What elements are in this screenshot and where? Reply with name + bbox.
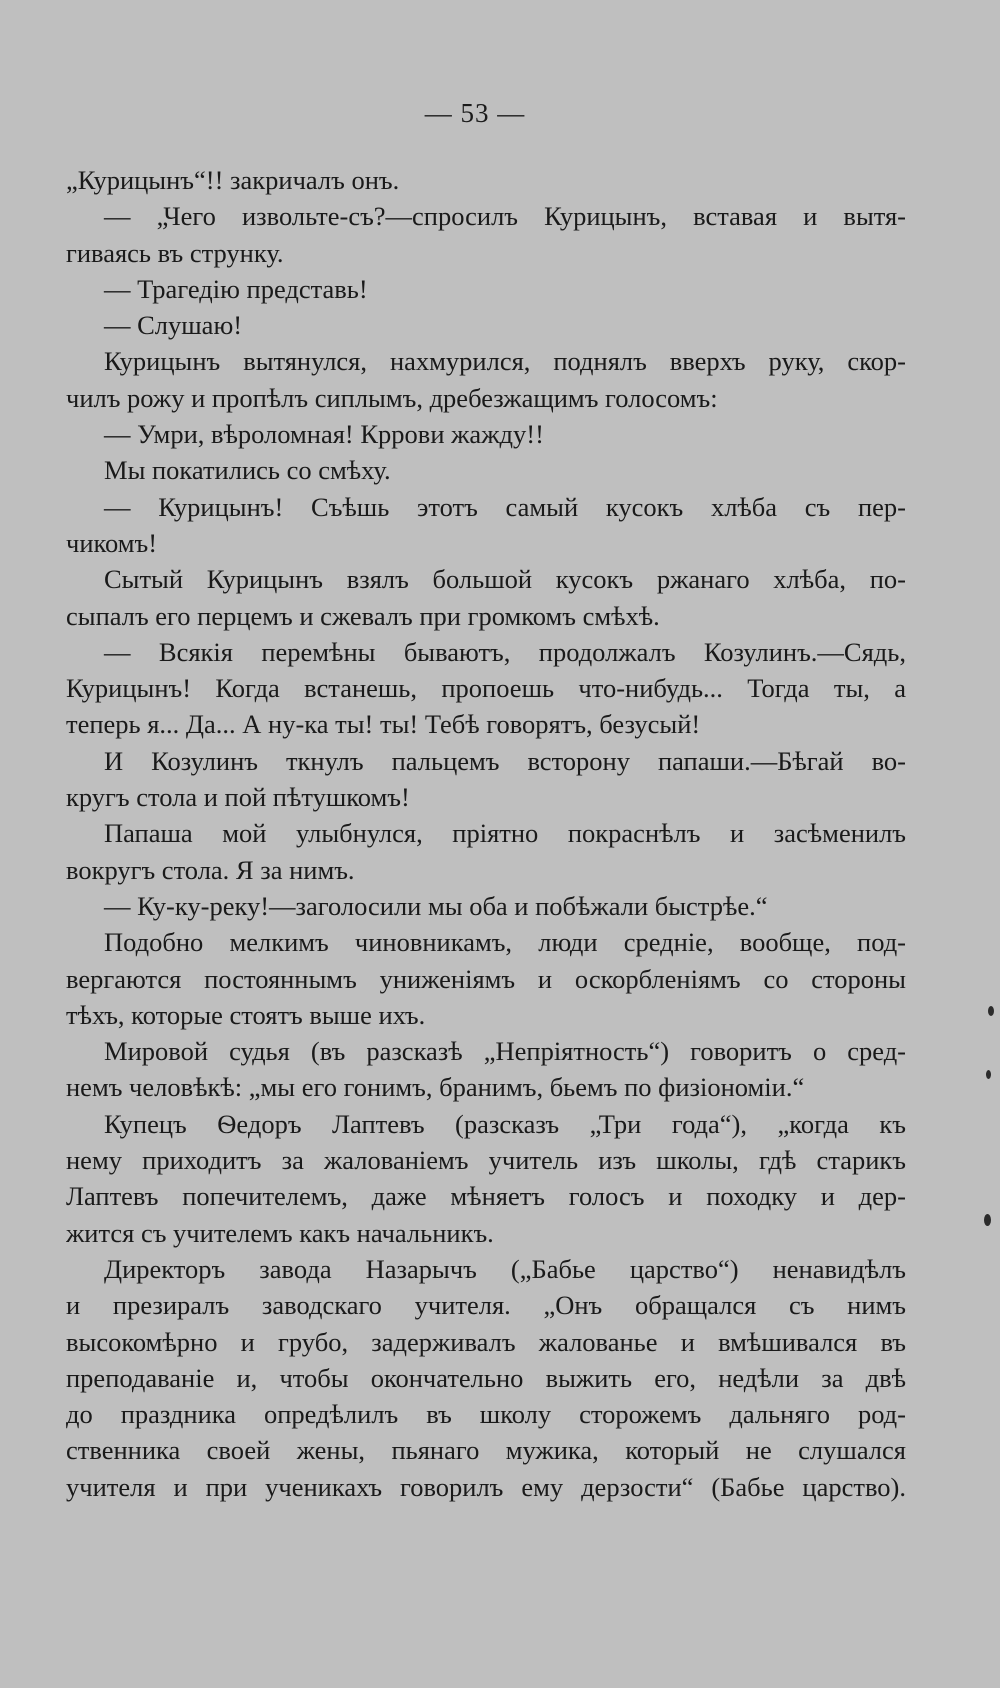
text-line: высокомѣрно и грубо, задерживалъ жалованье и вмѣшивался въ <box>66 1326 906 1357</box>
text-line: чикомъ! <box>66 527 158 558</box>
text-line: чилъ рожу и пропѣлъ сиплымъ, дребезжащимъ голосомъ: <box>66 382 718 413</box>
text-line: Курицынъ вытянулся, нахмурился, поднялъ вверхъ руку, скор- <box>104 346 906 377</box>
text-line: немъ человѣкѣ: „мы его гонимъ, бранимъ, бьемъ по физіономіи.“ <box>66 1072 805 1103</box>
text-line: вокругъ стола. Я за нимъ. <box>66 854 355 885</box>
text-line: до праздника опредѣлилъ въ школу сторожемъ дальняго род- <box>66 1399 906 1430</box>
text-line: нему приходитъ за жалованіемъ учитель изъ школы, гдѣ старикъ <box>66 1145 906 1176</box>
text-line: Сытый Курицынъ взялъ большой кусокъ ржанаго хлѣба, по- <box>104 564 906 595</box>
text-line: теперь я... Да... А ну-ка ты! ты! Тебѣ говорятъ, безусый! <box>66 709 701 740</box>
text-line: кругъ стола и пой пѣтушкомъ! <box>66 782 410 813</box>
text-line: — Умри, вѣроломная! Кррови жажду!! <box>104 419 544 450</box>
text-line: — Трагедію представь! <box>104 273 368 304</box>
text-line: Купецъ Ѳедоръ Лаптевъ (разсказъ „Три года“), „когда къ <box>104 1108 906 1139</box>
text-line: Директоръ завода Назарычъ („Бабье царство“) ненавидѣлъ <box>104 1253 906 1284</box>
text-line: вергаются постояннымъ униженіямъ и оскорбленіямъ со стороны <box>66 963 906 994</box>
text-line: жится съ учителемъ какъ начальникъ. <box>66 1217 494 1248</box>
text-line: Лаптевъ попечителемъ, даже мѣняетъ голосъ и походку и дер- <box>66 1181 906 1212</box>
margin-speck <box>986 1070 991 1079</box>
text-line: учителя и при ученикахъ говорилъ ему дерзости“ (Бабье царство). <box>66 1471 906 1502</box>
text-line: преподаваніе и, чтобы окончательно выжить его, недѣли за двѣ <box>66 1362 906 1393</box>
text-line: Мы покатились со смѣху. <box>104 455 391 486</box>
text-line: „Курицынъ“!! закричалъ онъ. <box>66 165 400 195</box>
text-line: ственника своей жены, пьянаго мужика, который не слушался <box>66 1435 906 1466</box>
text-line: Курицынъ! Когда встанешь, пропоешь что-нибудь... Тогда ты, а <box>66 673 906 704</box>
text-line: — „Чего извольте-съ?—спросилъ Курицынъ, вставая и вытя- <box>104 201 906 232</box>
text-line: Папаша мой улыбнулся, пріятно покраснѣлъ и засѣменилъ <box>104 818 906 849</box>
page-number: — 53 — <box>424 98 526 128</box>
text-line: Подобно мелкимъ чиновникамъ, люди средніе, вообще, под- <box>104 927 906 958</box>
text-line: тѣхъ, которые стоятъ выше ихъ. <box>66 999 426 1030</box>
text-line: — Всякія перемѣны бываютъ, продолжалъ Козулинъ.—Сядь, <box>104 636 906 667</box>
text-line: И Козулинъ ткнулъ пальцемъ всторону папаши.—Бѣгай во- <box>104 745 906 776</box>
text-line: — Курицынъ! Съѣшь этотъ самый кусокъ хлѣба съ пер- <box>104 491 906 522</box>
text-line: Мировой судья (въ разсказѣ „Непріятность“) говоритъ о сред- <box>104 1036 906 1067</box>
body-text <box>66 162 906 1505</box>
text-line: сыпалъ его перцемъ и сжевалъ при громкомъ смѣхѣ. <box>66 600 660 631</box>
text-line: — Ку-ку-реку!—заголосили мы оба и побѣжали быстрѣе.“ <box>104 890 768 921</box>
text-line: — Слушаю! <box>104 310 243 341</box>
text-line: и презиралъ заводскаго учителя. „Онъ обращался съ нимъ <box>66 1290 906 1321</box>
text-line: гиваясь въ струнку. <box>66 237 284 268</box>
margin-speck <box>988 1006 994 1016</box>
margin-speck <box>984 1214 991 1226</box>
